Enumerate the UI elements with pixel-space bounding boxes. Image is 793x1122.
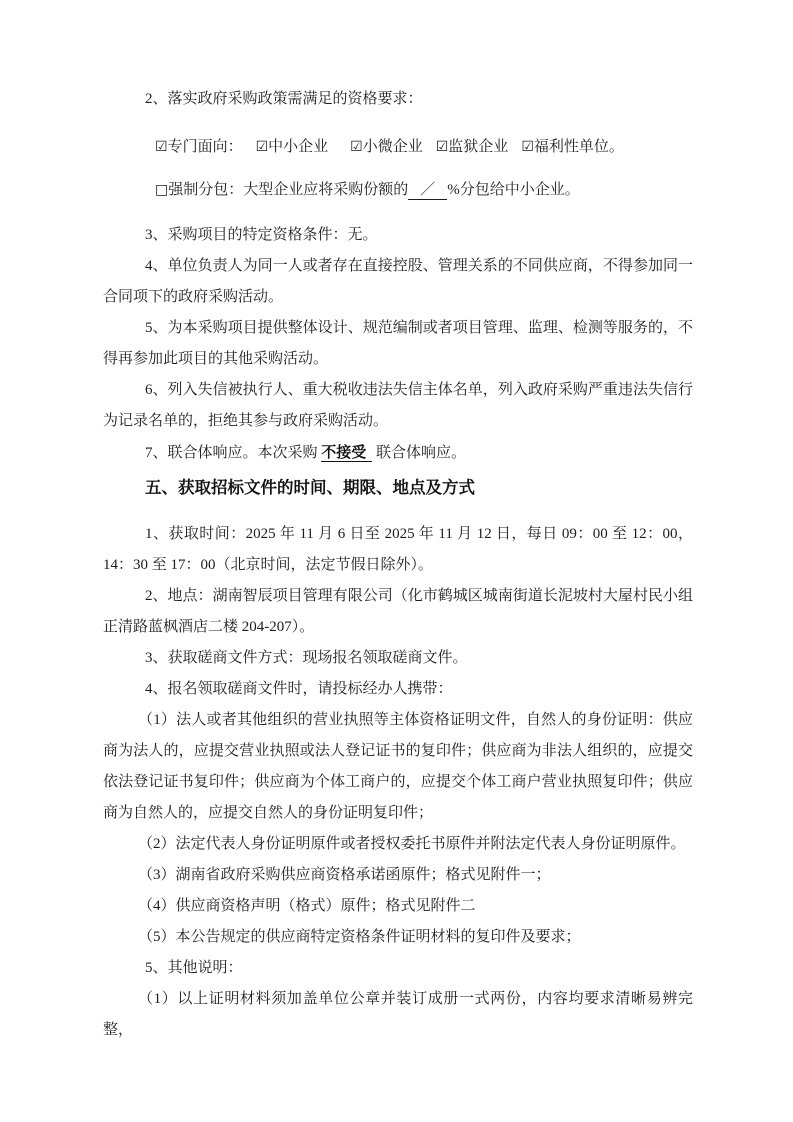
paragraph-registration-carry: 4、报名领取磋商文件时，请投标经办人携带： — [145, 681, 453, 697]
specially-for-label: 专门面向： — [167, 139, 243, 155]
checkbox-checked-icon: ☑ — [155, 139, 168, 155]
subcontract-line — [103, 175, 693, 206]
option-prison — [436, 139, 509, 155]
paragraph-obtain-method: 3、获取磋商文件方式：现场报名领取磋商文件。 — [145, 650, 468, 666]
checkbox-checked-icon: ☑ — [255, 139, 269, 155]
paragraph-policy-requirements: 2、落实政府采购政策需满足的资格要求： — [145, 91, 423, 107]
checkbox-checked-icon: ☑ — [435, 139, 449, 155]
not-accept-emphasis: 不接受 — [321, 444, 372, 462]
option-smes — [256, 139, 329, 155]
paragraph-item5-design-services: 5、为本采购项目提供整体设计、规范编制或者项目管理、监理、检测等服务的，不得再参加此项目的其他采购活动。 — [103, 320, 693, 367]
paragraph-item7-consortium — [103, 437, 693, 469]
consortium-suffix: 联合体响应。 — [372, 445, 467, 461]
option-micro — [350, 139, 423, 155]
specially-for-line — [103, 132, 693, 163]
checkbox-checked-icon: ☑ — [350, 139, 363, 155]
option-smes-label: 中小企业 — [268, 139, 329, 155]
paragraph-item4-same-person: 4、单位负责人为同一人或者存在直接控股、管理关系的不同供应商，不得参加同一合同项下的政府采购活动。 — [103, 258, 693, 305]
option-micro-label: 小微企业 — [362, 139, 423, 155]
blank-underline-field: ／ — [408, 182, 447, 200]
paragraph-other-notes: 5、其他说明： — [145, 960, 243, 976]
option-prison-label: 监狱企业 — [448, 139, 509, 155]
paragraph-item3-special-qualification: 3、采购项目的特定资格条件：无。 — [145, 227, 378, 243]
option-welfare — [521, 139, 624, 155]
option-welfare-label: 福利性单位。 — [533, 139, 624, 155]
consortium-prefix: 7、联合体响应。本次采购 — [145, 445, 322, 461]
paragraph-sub5-specific-qualification: （5）本公告规定的供应商特定资格条件证明材料的复印件及要求； — [138, 929, 581, 945]
paragraph-item6-dishonest-list: 6、列入失信被执行人、重大税收违法失信主体名单，列入政府采购严重违法失信行为记录名单的，拒绝其参与政府采购活动。 — [103, 382, 693, 429]
paragraph-other-notes-sub1: （1）以上证明材料须加盖单位公章并装订成册一式两份，内容均要求清晰易辨完整， — [103, 991, 693, 1038]
paragraph-obtain-time: 1、获取时间：2025 年 11 月 6 日至 2025 年 11 月 12 日，每日 09：00 至 12：00，14：30 至 17：00（北京时间，法定节假日除外）。 — [103, 526, 693, 573]
section-five-heading: 五、获取招标文件的时间、期限、地点及方式 — [145, 479, 475, 497]
checkbox-unchecked-icon: □ — [155, 182, 169, 198]
paragraph-sub1-business-license: （1）法人或者其他组织的营业执照等主体资格证明文件，自然人的身份证明：供应商为法人的，应提交营业执照或法人登记证书的复印件；供应商为非法人组织的，应提交依法登记证书复印件；供应商为个体工商户的，应提交个体工商户营业执照复印件；供应商为自然人的，应提交自然人的身份证明复印件； — [103, 712, 693, 821]
paragraph-obtain-location: 2、地点：湖南智辰项目管理有限公司（化市鹤城区城南街道长泥坡村大屋村民小组正清路蓝枫酒店二楼 204-207）。 — [103, 588, 693, 635]
subcontract-suffix: %分包给中小企业。 — [447, 182, 580, 198]
paragraph-sub2-legal-representative: （2）法定代表人身份证明原件或者授权委托书原件并附法定代表人身份证明原件。 — [138, 836, 686, 852]
subcontract-prefix: 强制分包：大型企业应将采购份额的 — [168, 182, 409, 198]
paragraph-sub3-commitment-letter: （3）湖南省政府采购供应商资格承诺函原件；格式见附件一； — [138, 867, 551, 883]
paragraph-sub4-qualification-statement: （4）供应商资格声明（格式）原件；格式见附件二 — [138, 898, 476, 914]
checkbox-checked-icon: ☑ — [521, 139, 534, 155]
